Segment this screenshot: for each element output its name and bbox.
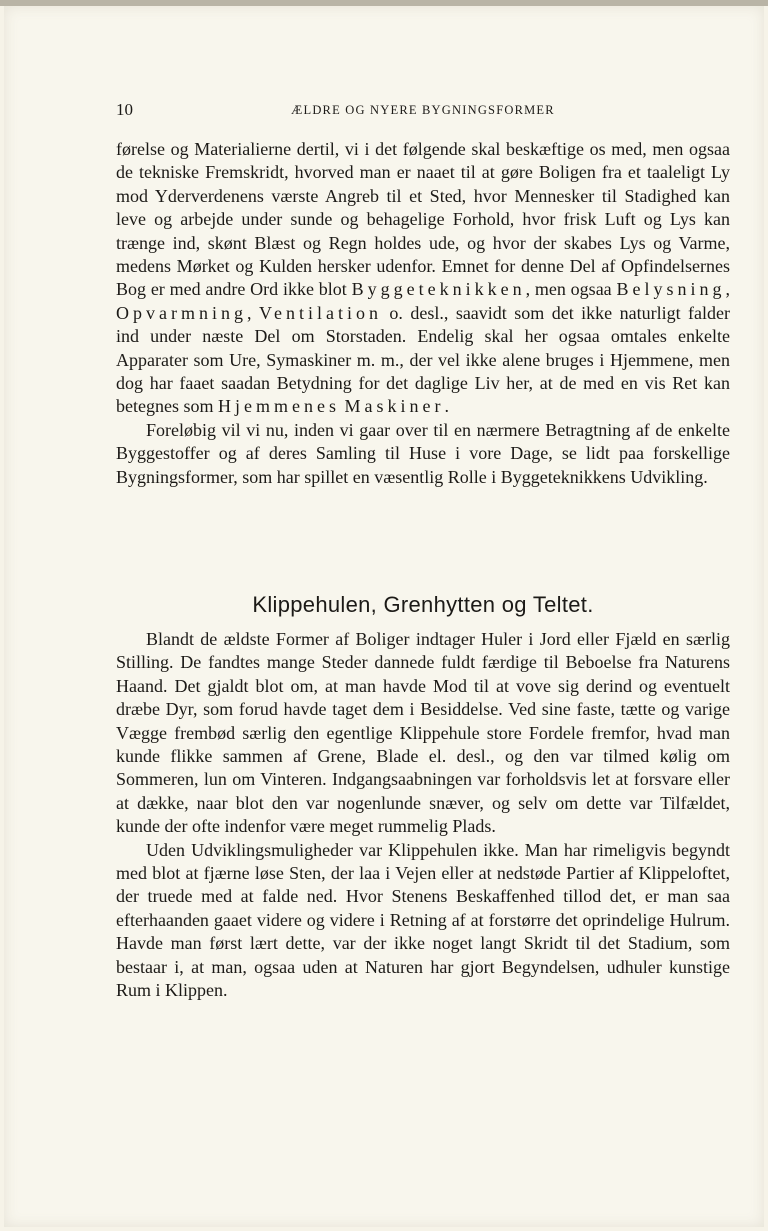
intro-text — [116, 138, 730, 489]
spaced-term: Belysning — [616, 279, 726, 300]
spaced-term: Byggeteknikken — [351, 279, 526, 300]
text-run: førelse og Materialierne dertil, vi i det følgende skal beskæftige os med, men ogsaa de tekniske Fremskridt, hvorved man er naaet til at gøre Boligen fra et taaleligt Ly mod Yderverdenens værste Angreb til et Sted, hvor Mennesker til Stadighed kan leve og arbejde under sunde og behagelige Forhold, hvor frisk Luft og Lys kan trænge ind, skønt Blæst og Regn holdes ude, og hvor der skabes Lys og Varme, medens Mørket og Kulden hersker udenfor. Emnet for denne Del af Opfindelsernes Bog er med andre Ord ikke blot — [116, 139, 730, 300]
intro-paragraph-2: Foreløbig vil vi nu, inden vi gaar over til en nærmere Betragtning af de enkelte Byggestoffer og af deres Samling til Huse i vore Dage, se lidt paa forskellige Bygningsformer, som har spillet en væsentlig Rolle i Byggeteknikkens Udvikling. — [116, 419, 730, 487]
page-number: 10 — [116, 100, 133, 119]
spaced-term: Maskiner — [344, 396, 445, 417]
running-title: ÆLDRE OG NYERE BYGNINGSFORMER — [291, 103, 555, 117]
spaced-term: Opvarmning — [116, 302, 247, 323]
text-run: , — [246, 302, 259, 323]
text-run: , — [725, 279, 730, 300]
page-header — [116, 100, 730, 124]
intro-paragraph-1 — [116, 138, 730, 419]
text-run: . — [444, 396, 449, 417]
section-paragraph-2: Uden Udviklingsmuligheder var Klippehulen ikke. Man har rimeligvis begyndt med blot at fjærne løse Sten, der laa i Vejen eller at nedstøde Partier af Klippeloftet, der truede med at falde ned. Hvor Stenens Beskaffenhed tillod det, er man saa efterhaanden gaaet videre og videre i Retning af at forstørre det oprindelige Hulrum. Havde man først lært dette, var der ikke noget langt Skridt til det Stadium, som bestaar i, at man, ogsaa uden at Naturen har gjort Begyndelsen, udhuler kunstige Rum i Klippen. — [116, 839, 730, 1001]
spaced-term: Hjemmenes — [217, 396, 340, 417]
spaced-term: Ventilation — [258, 302, 382, 323]
text-run: o. desl., saavidt som det ikke naturligt falder ind under næste Del om Storstaden. Endelig skal her ogsaa omtales enkelte Apparater som Ure, Symaskiner m. m., der vel ikke alene bruges i Hjemmene, men dog har faaet saadan Betydning for det daglige Liv her, at de med en vis Ret kan betegnes som — [116, 302, 731, 417]
section-text — [116, 628, 730, 1003]
section-paragraph-1: Blandt de ældste Former af Boliger indtager Huler i Jord eller Fjæld en særlig Stilling. De fandtes mange Steder dannede fuldt færdige til Beboelse fra Naturens Haand. Det gjaldt blot om, at man havde Mod til at vove sig derind og eventuelt dræbe Dyr, som forud havde taget dem i Besiddelse. Ved sine faste, tætte og varige Vægge frembød særlig den egentlige Klippehule store Fordele fremfor, hvad man kunde flikke sammen af Grene, Blade el. desl., og den var tilmed kølig om Sommeren, lun om Vinteren. Indgangsaabningen var forholdsvis let at forsvare eller at dække, naar blot den var nogenlunde snæver, og selv om dette var Tilfældet, kunde der ofte indenfor være meget rummelig Plads. — [116, 629, 730, 837]
section-heading: Klippehulen, Grenhytten og Teltet. — [252, 592, 594, 617]
text-run: , men ogsaa — [525, 279, 617, 300]
